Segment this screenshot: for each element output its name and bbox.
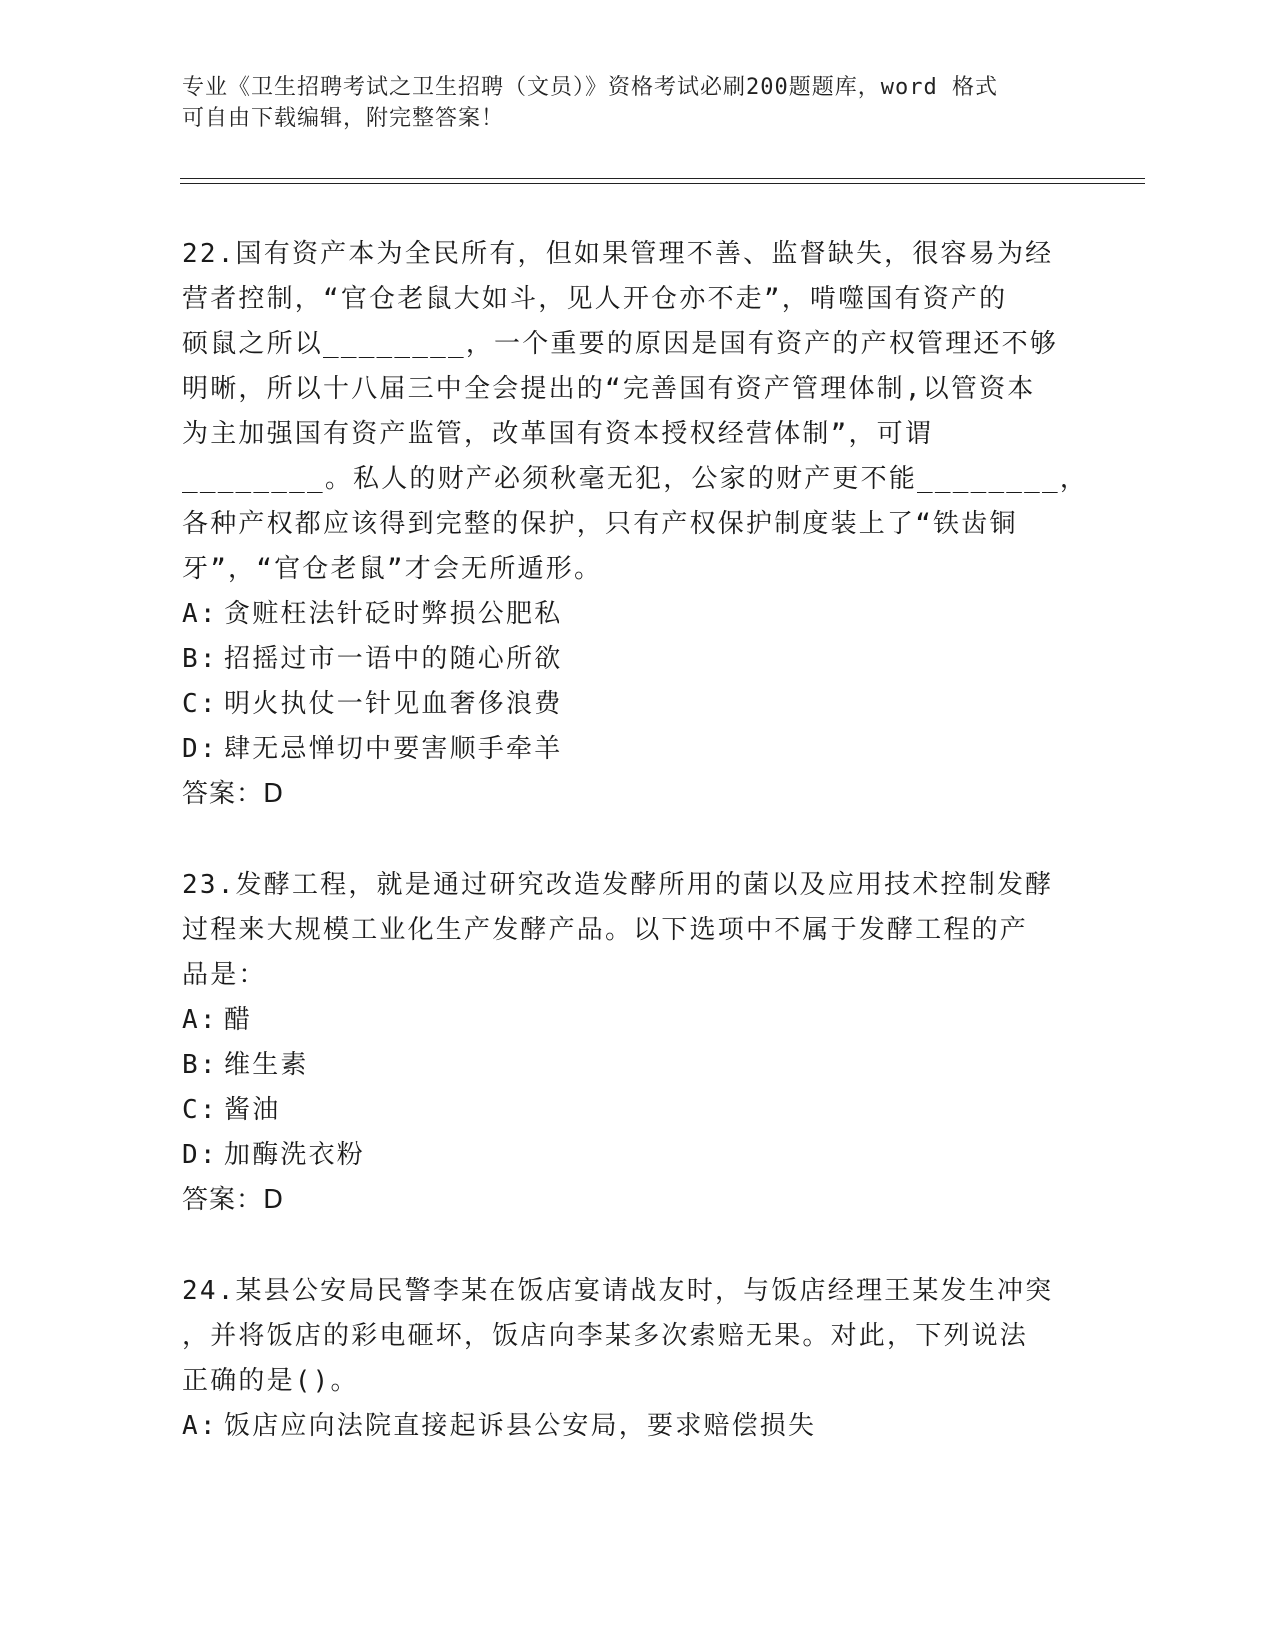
option-a [182,1404,1082,1449]
option-a [182,998,1082,1043]
option-d [182,727,1082,772]
header-line: 可自由下载编辑，附完整答案！ [182,106,505,131]
option-c [182,1088,1082,1133]
document-header [182,72,1062,134]
option-b [182,637,1082,682]
question-stem-line: 正确的是()。 [182,1366,359,1396]
option-text: 明火执仗一针见血奢侈浪费 [224,689,563,719]
question-list [182,232,1089,1495]
question-stem-line: 24.某县公安局民警李某在饭店宴请战友时，与饭店经理王某发生冲突 [182,1276,1054,1306]
question-stem-line: 明晰，所以十八届三中全会提出的“完善国有资产管理体制,以管资本 [182,374,1036,404]
header-divider [180,178,1145,179]
option-text: 维生素 [224,1050,309,1080]
question-stem-line: 品是： [182,960,267,990]
question-stem-line: 过程来大规模工业化生产发酵产品。以下选项中不属于发酵工程的产 [182,915,1029,945]
option-key: D: [182,734,218,764]
question-stem-line: 为主加强国有资产监管，改革国有资本授权经营体制”，可谓 [182,419,934,449]
answer-line: 答案：D [182,1185,285,1215]
option-key: A: [182,1005,218,1035]
option-text: 招摇过市一语中的随心所欲 [224,644,563,674]
option-text: 加酶洗衣粉 [224,1140,366,1170]
question-stem-line: 营者控制，“官仓老鼠大如斗，见人开仓亦不走”，啃噬国有资产的 [182,284,1008,314]
option-text: 醋 [224,1005,253,1035]
option-key: B: [182,644,218,674]
option-key: A: [182,599,218,629]
option-a [182,592,1082,637]
header-divider [180,183,1145,184]
question-stem-line: 22.国有资产本为全民所有，但如果管理不善、监督缺失，很容易为经 [182,239,1054,269]
question-stem-line: ________。私人的财产必须秋毫无犯，公家的财产更不能________， [182,464,1089,494]
option-key: C: [182,1095,218,1125]
question-24 [182,1269,1082,1449]
option-text: 贪赃枉法针砭时弊损公肥私 [224,599,563,629]
option-b [182,1043,1082,1088]
question-stem-line: 23.发酵工程，就是通过研究改造发酵所用的菌以及应用技术控制发酵 [182,870,1054,900]
header-line: 专业《卫生招聘考试之卫生招聘（文员）》资格考试必刷200题题库，word 格式 [182,75,998,100]
answer-line: 答案：D [182,779,285,809]
question-stem-line: 硕鼠之所以________，一个重要的原因是国有资产的产权管理还不够 [182,329,1059,359]
question-stem-line: ，并将饭店的彩电砸坏，饭店向李某多次索赔无果。对此，下列说法 [182,1321,1029,1351]
option-key: B: [182,1050,218,1080]
question-22 [182,232,1089,817]
option-c [182,682,1082,727]
question-23 [182,863,1082,1223]
option-key: D: [182,1140,218,1170]
option-key: A: [182,1411,218,1441]
option-text: 饭店应向法院直接起诉县公安局，要求赔偿损失 [224,1411,817,1441]
option-d [182,1133,1082,1178]
option-key: C: [182,689,218,719]
question-stem-line: 牙”，“官仓老鼠”才会无所遁形。 [182,554,603,584]
option-text: 酱油 [224,1095,281,1125]
question-stem-line: 各种产权都应该得到完整的保护，只有产权保护制度装上了“铁齿铜 [182,509,1018,539]
option-text: 肆无忌惮切中要害顺手牵羊 [224,734,563,764]
